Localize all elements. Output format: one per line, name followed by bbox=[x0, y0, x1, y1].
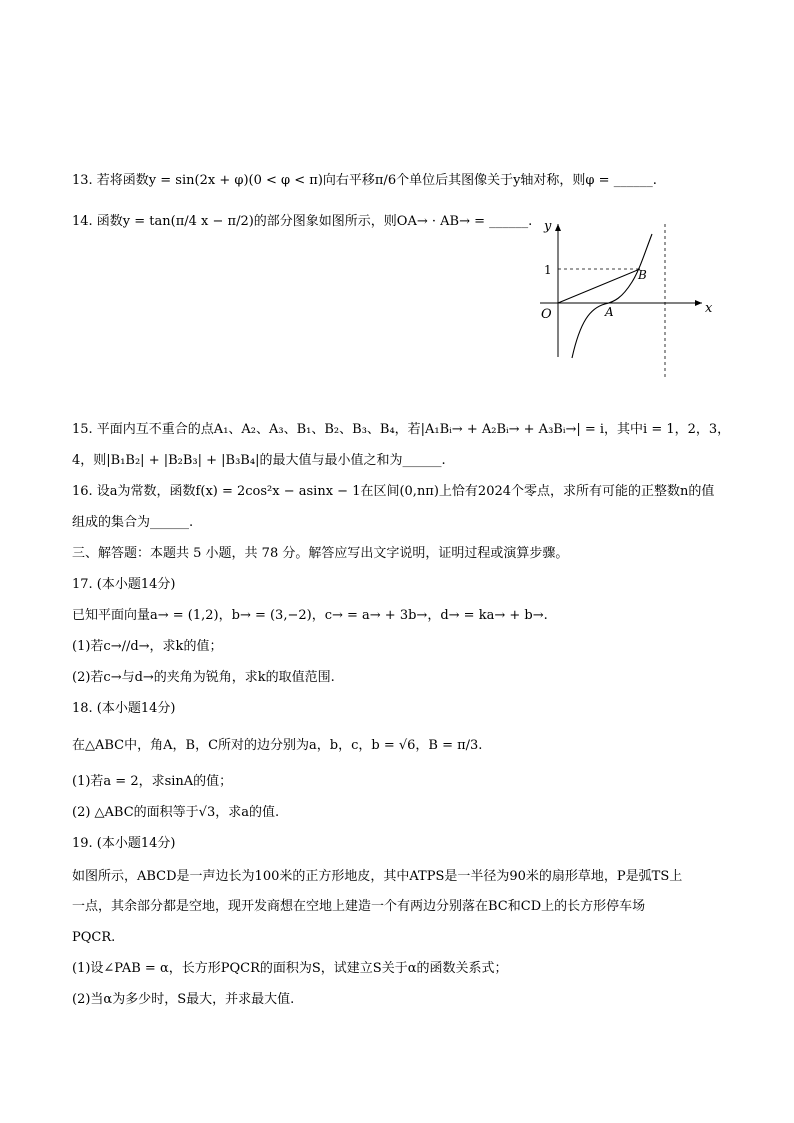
label-1: 1 bbox=[544, 263, 552, 277]
question-17-stem: 已知平面向量a→ = (1,2)，b→ = (3,−2)，c→ = a→ + 3b→，d→ = ka→ + b→. bbox=[72, 608, 548, 623]
label-B: B bbox=[638, 268, 647, 282]
x-axis-arrow bbox=[695, 300, 702, 306]
question-19-part2: (2)当α为多少时，S最大，并求最大值. bbox=[72, 992, 295, 1007]
question-15-line1: 15. 平面内互不重合的点A₁、A₂、A₃、B₁、B₂、B₃、B₄，若|A₁Bᵢ→ + A₂Bᵢ→ + A₃Bᵢ→| = i，其中i = 1，2，3， bbox=[72, 422, 731, 437]
label-O: O bbox=[541, 307, 552, 322]
question-16-line1: 16. 设a为常数，函数f(x) = 2cos²x − asinx − 1在区间(0,nπ)上恰有2024个零点，求所有可能的正整数n的值 bbox=[72, 484, 715, 499]
question-19-stem-line3: PQCR. bbox=[72, 930, 116, 945]
question-19-part1: (1)设∠PAB = α，长方形PQCR的面积为S，试建立S关于α的函数关系式； bbox=[72, 961, 508, 976]
section-heading-3: 三、解答题：本题共 5 小题，共 78 分。解答应写出文字说明，证明过程或演算步骤。 bbox=[72, 546, 569, 561]
question-19-stem-line1: 如图所示，ABCD是一声边长为100米的正方形地皮，其中ATPS是一半径为90米的扇形草地，P是弧TS上 bbox=[72, 869, 683, 884]
tangent-graph-figure bbox=[532, 212, 722, 386]
question-19-title: 19. (本小题14分) bbox=[72, 836, 176, 851]
question-17-part1: (1)若c→//d→，求k的值； bbox=[72, 639, 223, 654]
y-axis-arrow bbox=[555, 224, 561, 231]
question-13: 13. 若将函数y = sin(2x + φ)(0 < φ < π)向右平移π/6个单位后其图像关于y轴对称，则φ = ______. bbox=[72, 173, 657, 188]
label-y: y bbox=[544, 219, 552, 234]
question-18-part1: (1)若a = 2，求sinA的值； bbox=[72, 774, 233, 789]
question-19-stem-line2: 一点，其余部分都是空地，现开发商想在空地上建造一个有两边分别落在BC和CD上的长方形停车场 bbox=[72, 899, 646, 914]
tangent-curve bbox=[572, 234, 652, 358]
question-16-line2: 组成的集合为______. bbox=[72, 515, 194, 530]
question-17-part2: (2)若c→与d→的夹角为锐角，求k的取值范围. bbox=[72, 670, 335, 685]
label-A: A bbox=[605, 305, 614, 319]
question-18-title: 18. (本小题14分) bbox=[72, 701, 176, 716]
label-x: x bbox=[705, 301, 713, 316]
segment-OB bbox=[558, 269, 640, 303]
question-18-part2: (2) △ABC的面积等于√3，求a的值. bbox=[72, 805, 280, 820]
question-14: 14. 函数y = tan(π/4 x − π/2)的部分图象如图所示，则OA→ · AB→ = ______. bbox=[72, 214, 533, 229]
question-15-line2: 4，则|B₁B₂| + |B₂B₃| + |B₃B₄|的最大值与最小值之和为______. bbox=[72, 453, 446, 468]
question-17-title: 17. (本小题14分) bbox=[72, 577, 176, 592]
question-18-stem: 在△ABC中，角A，B，C所对的边分别为a，b，c，b = √6，B = π/3. bbox=[72, 738, 483, 753]
graph-svg bbox=[532, 212, 722, 382]
